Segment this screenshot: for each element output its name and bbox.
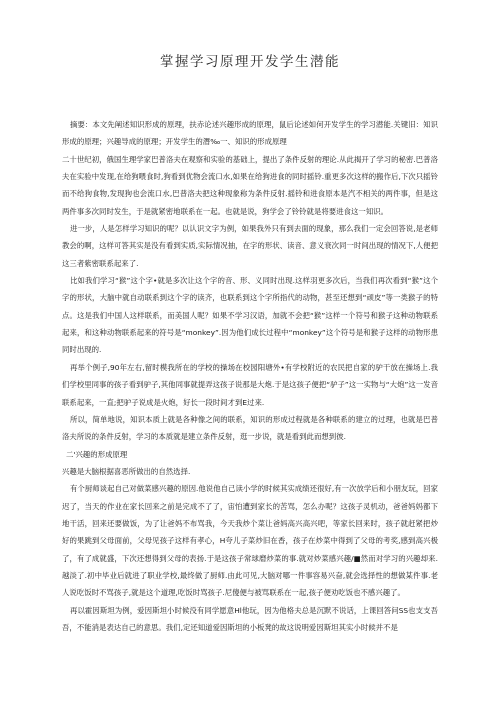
body-paragraph: 有个厨师谈起自己对做菜感兴趣的原因.他说他自己读小学的时候其实成绩还很好,有一次放学后和小朋友玩，回家迟了，当天的作业在家长回来之前是完成不了了，宙怕遭到家长的苦骂，怎么办呢？这孩子灵机动，爸爸妈妈都下地干活，回来还要做饭，为了让爸妈不布骂我，今天我炒个菜让爸妈高兴高兴吧，等家长回来时，孩子就赶紧把炒好的果跳到父母面前，父母见孩子这样有孝心，H夸儿子菜炒旧在香，孩子在炒菜中得到了父母的考奖,感到高兴极了，有了成就盛，下次还想得到父母的表扬.于是这孩子常球磨炒菜的事.就对炒菜感兴趣/■然而对学习的兴趣却来.越淡了.初中毕业后就进了职业学校,最终做了厨师.由此可见,大脑对哪一件事容易兴奋,就会选择性的想做某件事.老人说吃饭时不骂孩子,就是这个道理,吃饭时骂孩子.尼傻便与被骂联系在一起,孩子便劝吃饭也不感兴趣了。 xyxy=(62,484,438,598)
body-paragraph: 二十世纪初，俄国生理学家巴普洛夫在观察和实验的基础上，提出了条件反射的理论.从此揭开了学习的秘密.巴普洛夫在实验中发现,在给狗喂食时,狗看到优物会流口水,如果在给狗进食的同时摇铃.重更多次这样的搬作后,下次只摇铃而不给狗食物,发现狗也会流口水,巴普洛夫把这种现象称为条件反射.摇铃和进食原本是汽不相关的两件事，但是这两件事多次同时发生，于是就紧密地联系在一起。也就是说，狗学会了铃铃就是将要进食这一知识。 xyxy=(62,154,438,216)
body-paragraph: 再以霍因斯坦为例，爱因斯坦小时候没有同学愿意Hl他玩，因为他格夫总是沉默不说话，上课回答问SS也支支吾吾，不能消是表达自己的意思。我们,定还知道爱因斯坦的小板凳的故这说明爱因斯坦其实小时候并不是 xyxy=(62,605,438,632)
page-title: 掌握学习原理开发学生潜能 xyxy=(160,54,340,70)
section-heading: 二'兴趣的形成原理 xyxy=(66,449,128,459)
body-paragraph: 再举个例子,90年左右,留时模我所在的学校的操场在校园阳塘外•有学校附近的农民把自家的驴干放在操场上.我们学校里同事的孩子看到驴子,其他同事就提弄这孩子说那是大炮.于是这孩子便把“驴子”这一实物与“大炮”这一发音联系起来，一直;把驴子说成是火炮，好长一段时间才到E过来. xyxy=(62,362,438,407)
body-paragraph: 比如我们学习“猴”这个字•就是多次让这个字的音、形、义同时出现.这样羽更多次后，当我们再次看到“猴”这个字的形状，大脑中就自动联系到这个字的读齐，也联系到这个字所指代的动物，甚至还想到“顽皮”等一类猴子的特点。这是我们中国人这样联系，而美国人呢？如果不学习汉语，加就不会把“猴”这样一个符号和猴子这种动物联系起来，和这种动物联系起来的符号是“monkey”.因为他们成长过程中“monkey”这个符号是和猴子这样的动物形患同时出现的. xyxy=(62,276,438,355)
document-body xyxy=(62,116,438,636)
body-paragraph: 进一步，人是怎样学习知识的呢？以认识文字为例，如果我外只有到去面的现象，那么我们一定会回答说,是老师教会的啊，这样可答其实是没有看到实质,实际情况抽，在字的形状、读音、意义衰次同一时间出现的情况下,人便把这三者紫密联系起来了. xyxy=(62,224,438,268)
abstract-paragraph: 摘要：本文先阐述知识形成的原理，扶赤论述兴趣形成的原理，鼠后论述如何开发学生的学习潜能.关键旧：知识形成的原理；兴趣导成的原理；开发学生的潛‰一、知识的形成原理 xyxy=(62,120,438,147)
body-paragraph: 兴趣是大脑根据喜恶所做出的自然选择. xyxy=(62,466,191,476)
body-paragraph: 所以，简单地说，知识本质上就是各种像之间的联系，知识的形成过程就是各种联系的建立的过理，也就是巴普洛夫所说的条件反射，学习的本质就是建立条件反射，逛一步说，就是看到此而想到彼. xyxy=(62,414,438,442)
